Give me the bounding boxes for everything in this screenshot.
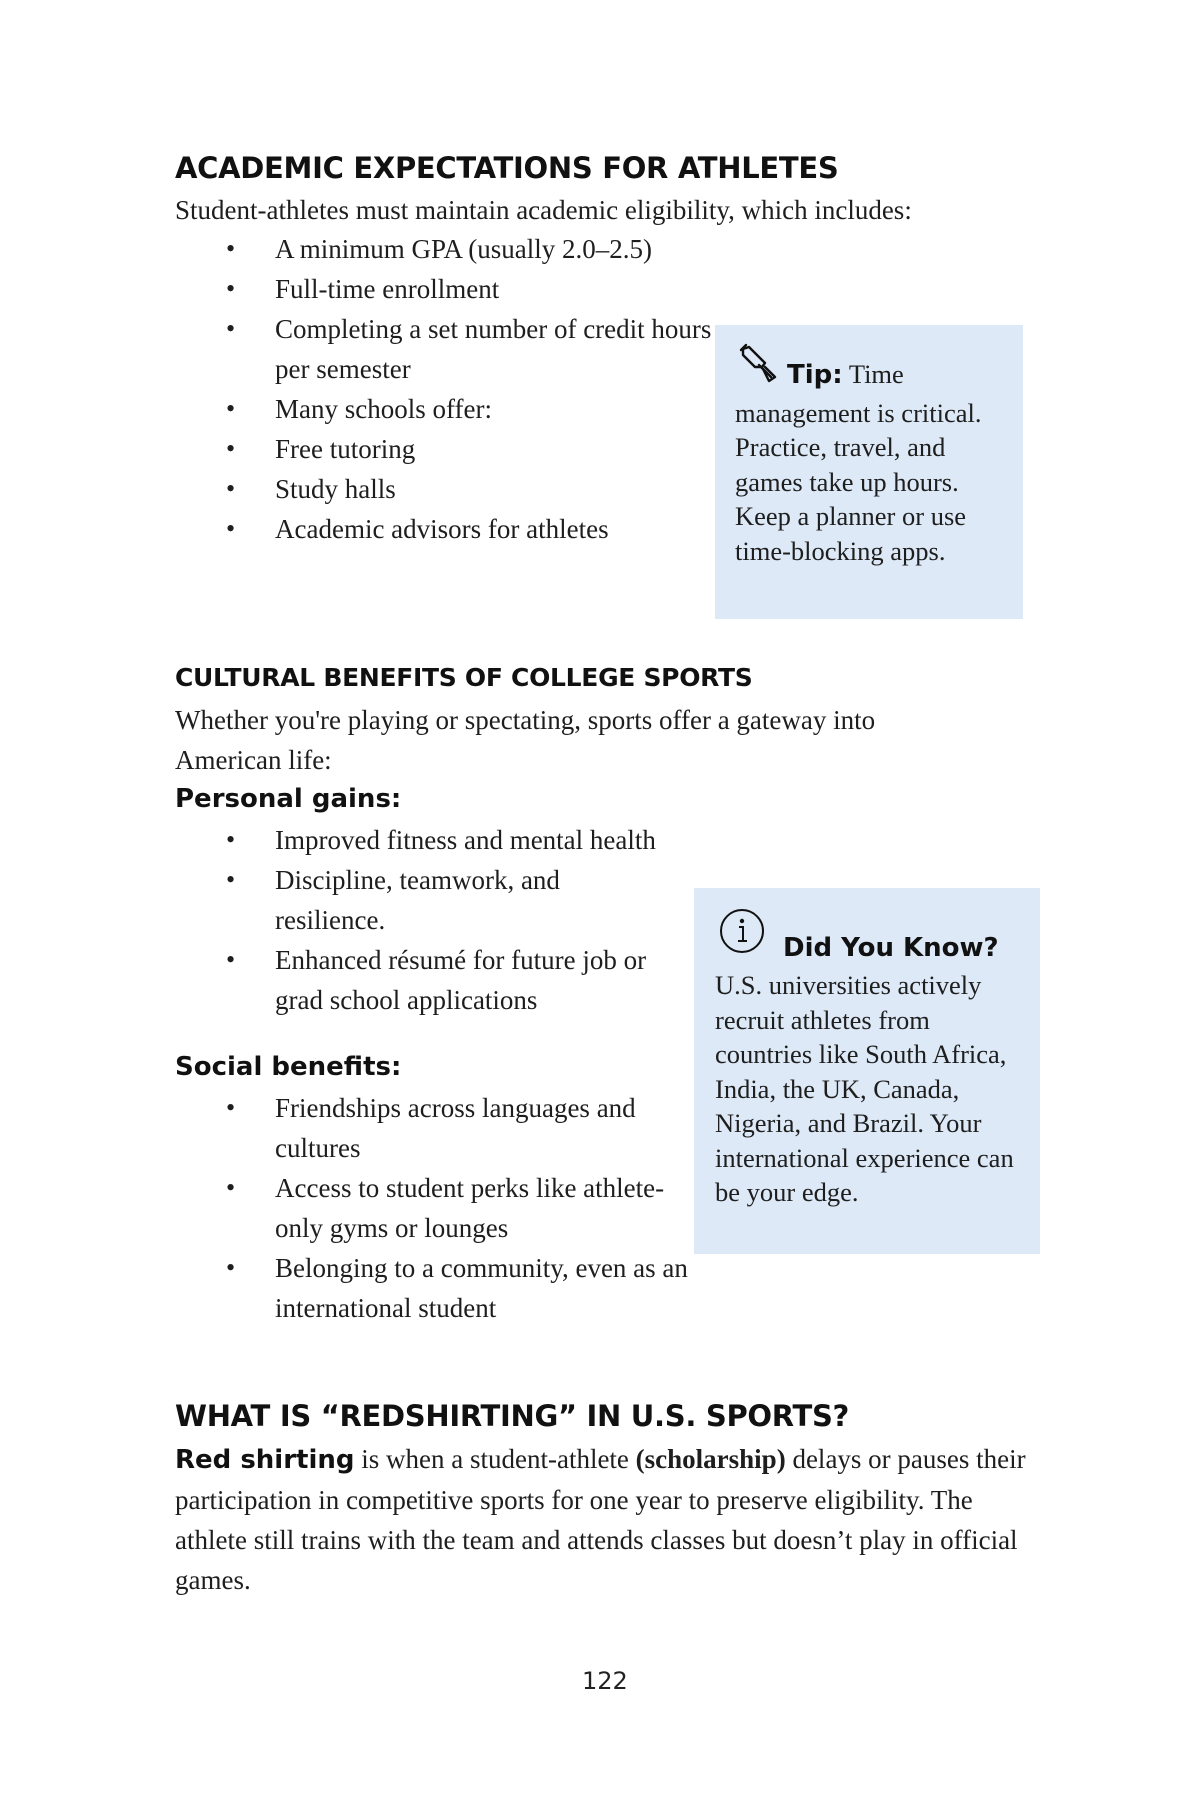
personal-gains-heading: Personal gains: [175,784,402,814]
social-benefits-heading: Social benefits: [175,1052,402,1082]
personal-gains-list [175,820,720,1020]
tip-label: Tip: [787,360,843,390]
redshirting-parenthetical: (scholarship) [635,1444,786,1474]
list-item: • Friendships across languages and cultures [175,1088,695,1168]
list-item: • Improved fitness and mental health [175,820,720,860]
list-item: • Discipline, teamwork, and resilience. [175,860,595,940]
section-heading-cultural: CULTURAL BENEFITS OF COLLEGE SPORTS [175,663,753,692]
list-item: • Academic advisors for athletes [175,509,715,549]
list-item: • Free tutoring [175,429,715,469]
section-heading-redshirting: WHAT IS “REDSHIRTING” IN U.S. SPORTS? [175,1399,850,1433]
list-item: • Completing a set number of credit hours per semester [175,309,715,389]
pushpin-icon [735,343,785,396]
list-item: • Many schools offer: [175,389,715,429]
did-you-know-text: U.S. universities actively recruit athletes from countries like South Africa, India, the UK, Canada, Nigeria, and Brazil. Your international experience can be your edge. [715,970,1014,1207]
list-item: • A minimum GPA (usually 2.0–2.5) [175,229,715,269]
list-item: • Access to student perks like athlete-only gyms or lounges [175,1168,695,1248]
did-you-know-title: Did You Know? [783,933,999,963]
redshirting-term: Red shirting [175,1445,355,1475]
section-intro-cultural: Whether you're playing or spectating, sports offer a gateway into American life: [175,705,876,775]
list-item: • Study halls [175,469,715,509]
tip-text: Time management is critical. Practice, travel, and games take up hours. Keep a planner or use time-blocking apps. [735,359,982,566]
did-you-know-callout-box [694,888,1040,1254]
list-item: • Enhanced résumé for future job or grad school applications [175,940,675,1020]
redshirting-text-a: is when a student-athlete [354,1444,636,1474]
list-item: • Belonging to a community, even as an international student [175,1248,695,1328]
academic-requirements-list [175,229,715,549]
info-icon [719,908,765,954]
redshirting-text-b: delays or pauses their participation in competitive sports for one year to preserve eligibility. The athlete still trains with the team and attends classes but doesn’t play in official games. [175,1444,1026,1595]
redshirting-paragraph [175,1439,1050,1600]
page-number: 122 [582,1667,628,1695]
social-benefits-list [175,1088,695,1328]
list-item: • Full-time enrollment [175,269,715,309]
tip-content [735,343,1015,568]
tip-callout-box [715,325,1023,619]
section-heading-academic: ACADEMIC EXPECTATIONS FOR ATHLETES [175,151,839,185]
section-intro-academic: Student-athletes must maintain academic eligibility, which includes: [175,195,912,225]
